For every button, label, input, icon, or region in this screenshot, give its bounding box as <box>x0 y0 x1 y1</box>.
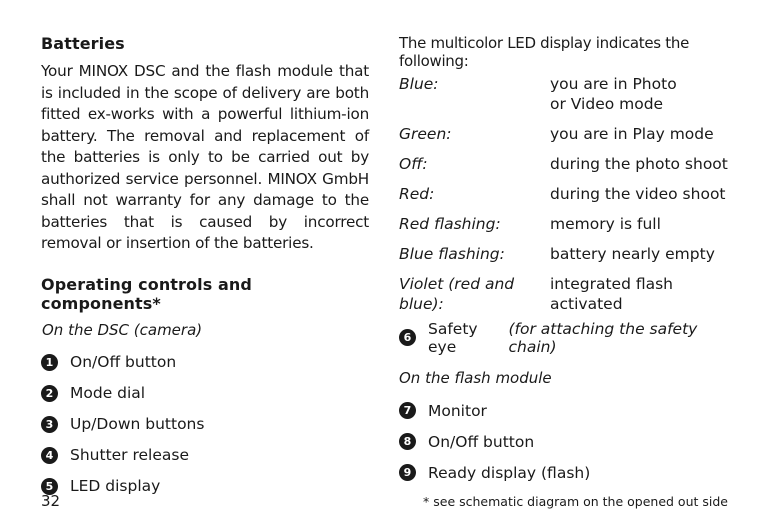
list-item <box>41 347 369 378</box>
led-row <box>399 214 729 234</box>
flash-subheading: On the flash module <box>399 369 552 387</box>
list-item-label: On/Off button <box>428 432 535 451</box>
list-item <box>41 409 369 440</box>
led-intro: The multicolor LED display indicates the following: <box>399 34 689 70</box>
list-item <box>399 395 729 426</box>
led-meaning: during the video shoot <box>550 185 726 203</box>
led-meaning: battery nearly empty <box>550 245 715 263</box>
led-meaning: during the photo shoot <box>550 155 728 173</box>
dsc-subheading: On the DSC (camera) <box>42 320 203 339</box>
led-state: Off: <box>399 155 428 173</box>
list-item-label: LED display <box>70 477 161 495</box>
led-meaning: integrated flash activated <box>550 275 673 313</box>
list-item <box>399 319 729 356</box>
number-badge-icon: 6 <box>399 329 416 346</box>
led-state: Blue flashing: <box>399 245 505 263</box>
right-column <box>399 34 729 488</box>
list-item-label: Monitor <box>428 401 487 420</box>
number-badge-icon: 9 <box>399 464 416 481</box>
led-state: Blue: <box>399 75 439 93</box>
number-badge-icon: 5 <box>41 478 58 495</box>
number-badge-icon: 2 <box>41 385 58 402</box>
led-row <box>399 124 729 144</box>
led-state: Violet (red and blue): <box>399 275 515 313</box>
led-row <box>399 154 729 174</box>
list-item-label: Shutter release <box>70 446 189 464</box>
list-item-note: (for attaching the safety chain) <box>508 319 698 356</box>
page-number: 32 <box>41 492 61 510</box>
number-badge-icon: 8 <box>399 433 416 450</box>
number-badge-icon: 3 <box>41 416 58 433</box>
list-item-label: Ready display (flash) <box>428 463 591 482</box>
list-item-label: Mode dial <box>70 384 146 402</box>
led-row <box>399 274 729 314</box>
list-item <box>399 426 729 457</box>
led-meaning: memory is full <box>550 215 661 233</box>
list-item-label: Up/Down buttons <box>70 415 205 433</box>
led-meaning: you are in Photo or Video mode <box>550 75 677 113</box>
led-row <box>399 184 729 204</box>
list-item-label: On/Off button <box>70 353 177 371</box>
list-item <box>41 378 369 409</box>
led-row <box>399 74 729 114</box>
batteries-heading: Batteries <box>41 34 125 53</box>
number-badge-icon: 4 <box>41 447 58 464</box>
led-row <box>399 244 729 264</box>
list-item <box>41 440 369 471</box>
led-state: Green: <box>399 125 452 143</box>
led-state: Red flashing: <box>399 215 501 233</box>
list-item-label: Safety eye <box>428 319 478 356</box>
list-item <box>41 471 369 502</box>
footnote: * see schematic diagram on the opened out side <box>423 494 728 509</box>
led-state: Red: <box>399 185 435 203</box>
controls-heading: Operating controls and components* <box>41 274 252 313</box>
led-meaning: you are in Play mode <box>550 125 714 143</box>
list-item <box>399 457 729 488</box>
left-column <box>41 34 369 502</box>
number-badge-icon: 7 <box>399 402 416 419</box>
batteries-paragraph: Your MINOX DSC and the flash module that is included in the scope of delivery are both fitted ex-works with a powerful lithium-ion battery. The removal and replacement of the batteries is only to be carried out by authorized service personnel. MINOX GmbH shall not warranty for any damage to the batteries that is caused by incorrect removal or insertion of the batteries. <box>41 62 369 252</box>
number-badge-icon: 1 <box>41 354 58 371</box>
